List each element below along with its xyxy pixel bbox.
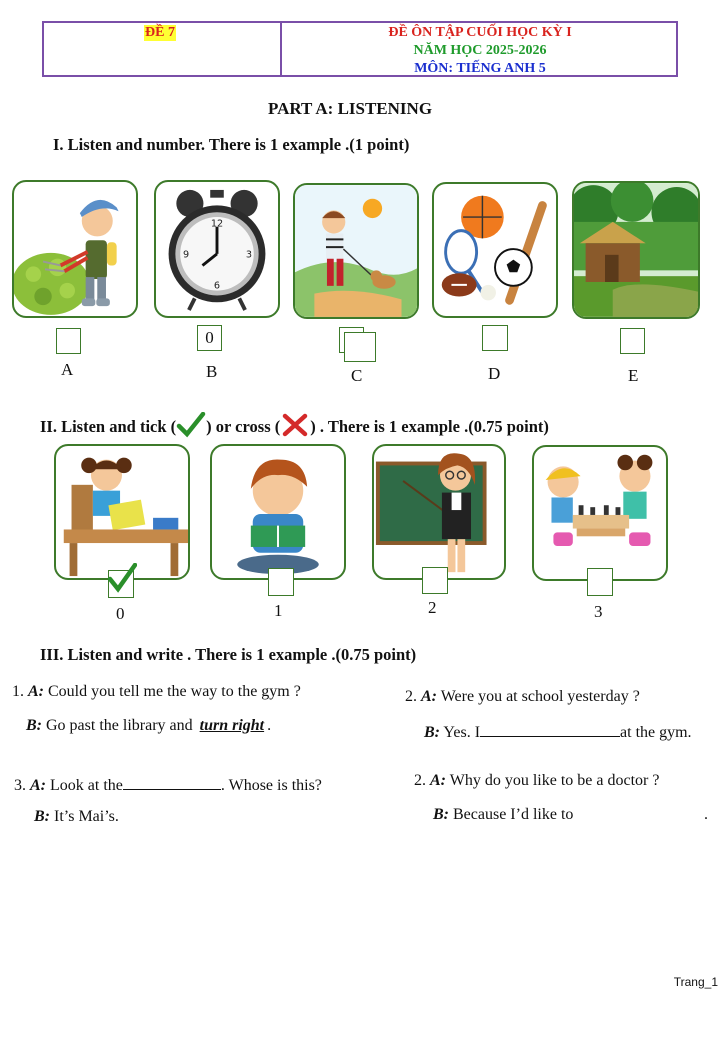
q1-speaker-a: A: — [28, 683, 44, 700]
kids-playing-chess-icon — [534, 447, 666, 579]
part-a-title: PART A: LISTENING — [267, 99, 433, 118]
section-3-title: III. Listen and write . There is 1 example .(0.75 point) — [40, 645, 417, 664]
cross-mark-icon — [280, 412, 310, 438]
check-mark-icon — [176, 412, 206, 438]
svg-text:3: 3 — [245, 249, 253, 261]
exam-code: ĐỀ 7 — [145, 25, 175, 40]
page-number: Trang_1 — [673, 975, 718, 989]
answer-box-c[interactable] — [344, 332, 376, 362]
q4-line-a — [414, 772, 659, 790]
q3-speaker-a: A: — [30, 777, 46, 794]
q3-blank[interactable] — [123, 775, 221, 790]
subject: MÔN: TIẾNG ANH 5 — [414, 61, 546, 76]
picture-b — [154, 180, 280, 318]
q3-line-b — [34, 808, 119, 826]
section-2-title-mid: ) or cross ( — [206, 417, 281, 436]
svg-text:12: 12 — [210, 218, 224, 230]
q1-speaker-b: B: — [26, 717, 42, 734]
label-b: B — [206, 362, 218, 381]
q4-end: . — [704, 806, 708, 823]
q2-number: 2. — [405, 688, 417, 705]
label-d: D — [488, 364, 501, 383]
q3-line-a — [14, 775, 322, 795]
q1-line-a — [12, 683, 301, 701]
q2-text-b: Yes. I — [443, 724, 481, 741]
q4-speaker-b: B: — [433, 806, 449, 823]
gardener-trimming-hedge-icon — [14, 182, 136, 316]
tick-box-1[interactable] — [268, 568, 294, 596]
q2-end: at the gym. — [620, 724, 692, 741]
picture-3 — [532, 445, 668, 581]
picture-1 — [210, 444, 346, 580]
picture-d — [432, 182, 558, 318]
label-1: 1 — [274, 601, 283, 620]
q2-text-a: Were you at school yesterday ? — [440, 688, 640, 705]
tick-box-0[interactable] — [108, 570, 134, 598]
q4-text-a: Why do you like to be a doctor ? — [449, 772, 660, 789]
picture-a — [12, 180, 138, 318]
check-mark-icon — [107, 563, 137, 593]
label-a: A — [61, 360, 74, 379]
boy-walking-dog-icon — [295, 185, 417, 317]
q2-line-b — [424, 722, 692, 742]
q1-end: . — [267, 717, 272, 734]
picture-0 — [54, 444, 190, 580]
q2-line-a — [405, 688, 640, 706]
q4-number: 2. — [414, 772, 426, 789]
svg-text:6: 6 — [213, 280, 221, 292]
section-2-title-post: ) . There is 1 example .(0.75 point) — [310, 417, 549, 436]
q2-speaker-a: A: — [421, 688, 437, 705]
svg-text:9: 9 — [182, 249, 190, 261]
label-0: 0 — [116, 604, 125, 623]
q4-text-b: Because I’d like to — [453, 806, 574, 823]
alarm-clock-icon — [156, 182, 278, 316]
answer-box-d[interactable] — [482, 325, 508, 351]
tick-box-3[interactable] — [587, 568, 613, 596]
q2-blank[interactable] — [480, 722, 620, 737]
q1-answer: turn right — [199, 717, 265, 734]
tick-box-2[interactable] — [422, 567, 448, 594]
school-year: NĂM HỌC 2025-2026 — [413, 43, 547, 58]
girl-reading-book-icon — [56, 446, 188, 578]
q1-text-a: Could you tell me the way to the gym ? — [48, 683, 301, 700]
exam-header-box — [42, 21, 678, 77]
teacher-at-blackboard-icon — [374, 446, 504, 578]
picture-2 — [372, 444, 506, 580]
q3-speaker-b: B: — [34, 808, 50, 825]
q1-text-b: Go past the library and — [46, 717, 193, 734]
picture-e — [572, 181, 700, 319]
label-c: C — [351, 366, 363, 385]
q1-number: 1. — [12, 683, 24, 700]
label-e: E — [628, 366, 639, 385]
label-3: 3 — [594, 602, 603, 621]
answer-box-e[interactable] — [620, 328, 645, 354]
exam-title: ĐỀ ÔN TẬP CUỐI HỌC KỲ I — [388, 25, 572, 40]
q4-speaker-a: A: — [430, 772, 446, 789]
sports-balls-icon — [434, 184, 556, 316]
q1-line-b — [26, 717, 271, 735]
section-2-title-pre: II. Listen and tick ( — [40, 417, 177, 436]
label-2: 2 — [428, 598, 437, 617]
hut-in-forest-icon — [574, 183, 698, 317]
section-1-title: I. Listen and number. There is 1 example .(1 point) — [53, 135, 410, 154]
q2-speaker-b: B: — [424, 724, 440, 741]
section-2-title — [40, 412, 549, 438]
q3-text-b: It’s Mai’s. — [54, 808, 119, 825]
q4-line-b — [433, 806, 573, 824]
boy-reading-book-icon — [212, 446, 344, 578]
q3-text-a-post: . Whose is this? — [220, 777, 322, 794]
answer-box-b[interactable]: 0 — [197, 325, 222, 351]
picture-c — [293, 183, 419, 319]
q3-number: 3. — [14, 777, 26, 794]
q3-text-a-pre: Look at the — [50, 777, 123, 794]
answer-box-a[interactable] — [56, 328, 81, 354]
